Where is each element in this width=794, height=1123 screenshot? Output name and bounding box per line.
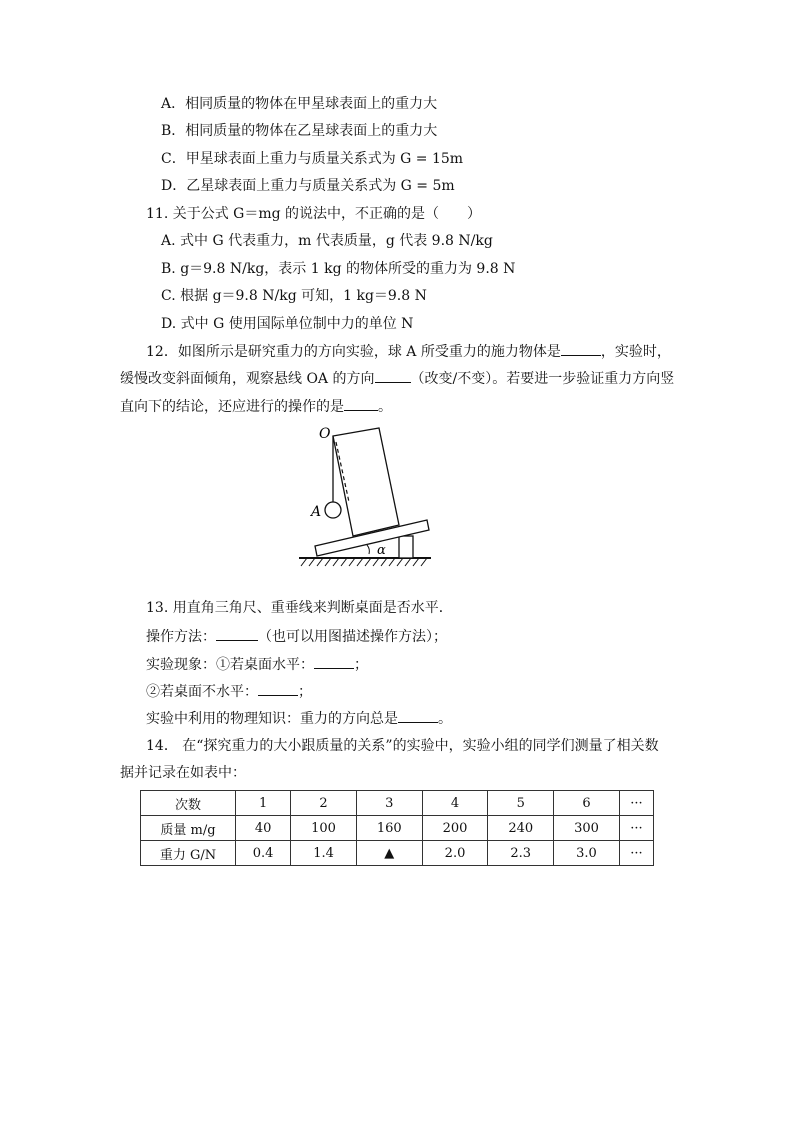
q12-text: 12．如图所示是研究重力的方向实验，球 A 所受重力的施力物体是	[146, 344, 561, 360]
ground-hatching	[301, 558, 427, 566]
q12-line-3	[120, 396, 392, 417]
q12-text: （改变/不变）。若要进一步验证重力方向竖	[410, 371, 675, 387]
q12-text: 。	[378, 399, 392, 415]
q13-text: 实验现象：①若桌面水平：	[146, 657, 314, 673]
q11-option-c: C. 根据 g＝9.8 N/kg 可知，1 kg＝9.8 N	[161, 288, 427, 304]
ball-a-label: A	[311, 504, 322, 520]
answer-blank[interactable]	[258, 681, 298, 696]
q13-text: （也可以用图描述操作方法）；	[258, 629, 447, 645]
table-cell: 240	[488, 816, 554, 841]
table-cell: 质量 m/g	[141, 816, 236, 841]
q13-method	[146, 626, 447, 647]
table-row	[141, 816, 654, 841]
answer-blank[interactable]	[561, 341, 601, 356]
q13-text: ；	[298, 684, 312, 700]
table-cell: 4	[422, 791, 488, 816]
alpha-label: α	[377, 543, 386, 558]
q12-text: 直向下的结论，还应进行的操作的是	[120, 399, 344, 415]
table-cell: 次数	[141, 791, 236, 816]
table-row	[141, 791, 654, 816]
q10-option-b: B．相同质量的物体在乙星球表面上的重力大	[161, 123, 438, 139]
q13-text: ②若桌面不水平：	[146, 684, 258, 700]
table-cell: ···	[619, 791, 653, 816]
table-row	[141, 841, 654, 866]
answer-blank[interactable]	[398, 708, 438, 723]
q13-text: 。	[438, 711, 452, 727]
table-cell: 重力 G/N	[141, 841, 236, 866]
table-cell: 2.0	[422, 841, 488, 866]
table-cell: 300	[554, 816, 620, 841]
support-block	[399, 536, 413, 558]
q10-option-d: D．乙星球表面上重力与质量关系式为 G = 5m	[161, 178, 455, 194]
q12-line-1	[146, 341, 671, 362]
table-cell: 3	[356, 791, 422, 816]
q11-option-a: A. 式中 G 代表重力，m 代表质量，g 代表 9.8 N/kg	[161, 233, 493, 249]
angle-arc	[367, 545, 369, 554]
q13-phenomenon-1	[146, 654, 368, 675]
q13-text: ；	[354, 657, 368, 673]
table-cell: ···	[619, 841, 653, 866]
ball-a	[325, 502, 341, 518]
q10-option-c: C．甲星球表面上重力与质量关系式为 G = 15m	[161, 151, 464, 167]
table-cell: 3.0	[554, 841, 620, 866]
rectangular-block	[333, 428, 399, 536]
answer-blank[interactable]	[216, 626, 258, 641]
q13-text: 实验中利用的物理知识：重力的方向总是	[146, 711, 398, 727]
table-cell: 2.3	[488, 841, 554, 866]
table-cell: 1.4	[291, 841, 357, 866]
q13-text: 操作方法：	[146, 629, 216, 645]
q12-line-2	[120, 368, 674, 389]
table-cell: ···	[619, 816, 653, 841]
table-cell: 2	[291, 791, 357, 816]
table-cell: 160	[356, 816, 422, 841]
table-cell: 5	[488, 791, 554, 816]
q11-option-b: B. g＝9.8 N/kg，表示 1 kg 的物体所受的重力为 9.8 N	[161, 261, 516, 277]
mass-gravity-table	[140, 790, 654, 866]
q11-option-d: D. 式中 G 使用国际单位制中力的单位 N	[161, 316, 414, 332]
q12-text: 缓慢改变斜面倾角，观察悬线 OA 的方向	[120, 371, 375, 387]
point-o-label: O	[319, 426, 331, 442]
answer-blank[interactable]	[314, 654, 354, 669]
table-cell: 100	[291, 816, 357, 841]
q13-stem: 13. 用直角三角尺、重垂线来判断桌面是否水平．	[146, 600, 453, 616]
q14-line-1: 14． 在“探究重力的大小跟质量的关系”的实验中，实验小组的同学们测量了相关数	[146, 738, 659, 754]
q11-stem: 11. 关于公式 G＝mg 的说法中，不正确的是（ ）	[146, 206, 482, 222]
q14-line-2: 据并记录在如表中：	[120, 765, 246, 781]
q13-phenomenon-2	[146, 681, 312, 702]
table-cell: 200	[422, 816, 488, 841]
answer-blank[interactable]	[344, 396, 378, 411]
q12-text: ，实验时，	[600, 344, 671, 360]
q13-knowledge	[146, 708, 452, 729]
gravity-direction-figure	[295, 422, 435, 568]
table-cell: 40	[236, 816, 291, 841]
answer-blank[interactable]	[375, 368, 411, 383]
table-cell: 0.4	[236, 841, 291, 866]
q10-option-a: A．相同质量的物体在甲星球表面上的重力大	[161, 96, 438, 112]
table-cell: 1	[236, 791, 291, 816]
triangle-marker-cell: ▲	[356, 841, 422, 866]
table-cell: 6	[554, 791, 620, 816]
